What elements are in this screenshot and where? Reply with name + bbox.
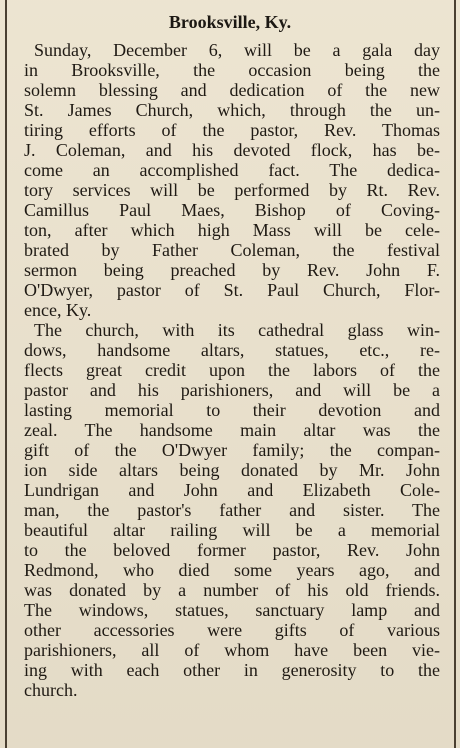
article-line: pastor and his parishioners, and will be a <box>24 380 440 400</box>
article-line: Sunday, December 6, will be a gala day <box>34 40 440 60</box>
article-line: ing with each other in generosity to the <box>24 660 440 680</box>
article-line: beautiful altar railing will be a memorial <box>24 520 440 540</box>
article-line: St. James Church, which, through the un- <box>24 100 440 120</box>
article-line: brated by Father Coleman, the festival <box>24 240 440 260</box>
right-column-rule <box>454 0 456 748</box>
article-line: church. <box>24 680 78 700</box>
article-line: Lundrigan and John and Elizabeth Cole- <box>24 480 440 500</box>
article-body <box>24 40 440 700</box>
article-line: zeal. The handsome main altar was the <box>24 420 440 440</box>
article-line: in Brooksville, the occasion being the <box>24 60 440 80</box>
article-headline: Brooksville, Ky. <box>168 12 292 32</box>
article-line: come an accomplished fact. The dedica- <box>24 160 440 180</box>
article-line: was donated by a number of his old friends. <box>24 580 440 600</box>
article-line: tory services will be performed by Rt. Rev. <box>24 180 440 200</box>
article-line: The windows, statues, sanctuary lamp and <box>24 600 440 620</box>
article-line: ion side altars being donated by Mr. John <box>24 460 440 480</box>
left-column-rule <box>5 0 7 748</box>
article-line: ence, Ky. <box>24 300 92 320</box>
article-line: O'Dwyer, pastor of St. Paul Church, Flor- <box>24 280 440 300</box>
article-line: flects great credit upon the labors of the <box>24 360 440 380</box>
article-line: Camillus Paul Maes, Bishop of Coving- <box>24 200 440 220</box>
article-line: ton, after which high Mass will be cele- <box>24 220 440 240</box>
article-line: Redmond, who died some years ago, and <box>24 560 440 580</box>
article-line: J. Coleman, and his devoted flock, has be- <box>24 140 440 160</box>
article-line: gift of the O'Dwyer family; the compan- <box>24 440 440 460</box>
article-line: lasting memorial to their devotion and <box>24 400 440 420</box>
article-line: solemn blessing and dedication of the new <box>24 80 440 100</box>
article-line: parishioners, all of whom have been vie- <box>24 640 440 660</box>
article-line: tiring efforts of the pastor, Rev. Thomas <box>24 120 440 140</box>
article-line: man, the pastor's father and sister. The <box>24 500 440 520</box>
article-line: other accessories were gifts of various <box>24 620 440 640</box>
article-line: dows, handsome altars, statues, etc., re- <box>24 340 440 360</box>
article-line: sermon being preached by Rev. John F. <box>24 260 440 280</box>
article-line: The church, with its cathedral glass win- <box>34 320 440 340</box>
article-line: to the beloved former pastor, Rev. John <box>24 540 440 560</box>
